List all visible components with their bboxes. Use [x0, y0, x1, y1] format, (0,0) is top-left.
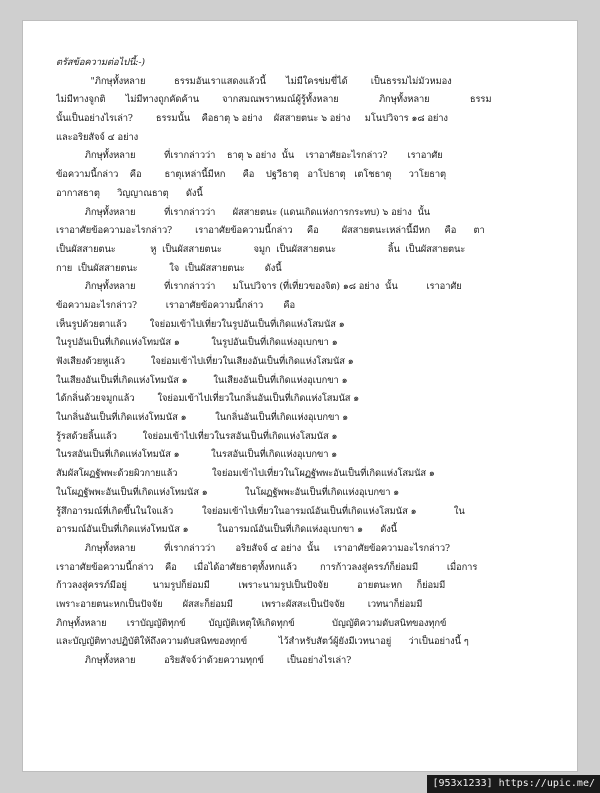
text-line: ในเสียงอันเป็นที่เกิดแห่งโทมนัส ๑ ในเสียงอันเป็นที่เกิดแห่งอุเบกขา ๑	[56, 374, 348, 386]
text-line: เป็นผัสสายตนะ หู เป็นผัสสายตนะ จมูก เป็นผัสสายตนะ ลิ้น เป็นผัสสายตนะ	[56, 243, 466, 255]
text-line: เราอาศัยข้อความนี้กล่าว คือ เมื่อได้อาศัยธาตุทั้งหกแล้ว การก้าวลงสู่ครรภ์ก็ย่อมมี เมื่อการ	[56, 561, 478, 573]
text-line: รู้รสด้วยลิ้นแล้ว ใจย่อมเข้าไปเที่ยวในรสอันเป็นที่เกิดแห่งโสมนัส ๑	[56, 430, 338, 442]
text-line: ในโผฏฐัพพะอันเป็นที่เกิดแห่งโทมนัส ๑ ในโผฏฐัพพะอันเป็นที่เกิดแห่งอุเบกขา ๑	[56, 486, 400, 498]
text-line: กาย เป็นผัสสายตนะ ใจ เป็นผัสสายตนะ ดังนี้	[56, 262, 282, 274]
document-body	[56, 54, 561, 749]
document-heading: ตรัสข้อความต่อไปนี้:-)	[56, 57, 145, 68]
text-line: ภิกษุทั้งหลาย ที่เรากล่าวว่า อริยสัจจ์ ๔ อย่าง นั้น เราอาศัยข้อความอะไรกล่าว?	[56, 542, 450, 554]
text-line: เราอาศัยข้อความอะไรกล่าว? เราอาศัยข้อความนี้กล่าว คือ ผัสสายตนะเหล่านี้มีหก คือ ตา	[56, 225, 485, 237]
text-line: ภิกษุทั้งหลาย ที่เรากล่าวว่า มโนปวิจาร (ที่เที่ยวของจิต) ๑๘ อย่าง นั้น เราอาศัย	[56, 281, 462, 293]
image-host-watermark: [953x1233] https://upic.me/	[427, 775, 600, 793]
text-line: สัมผัสโผฏฐัพพะด้วยผิวกายแล้ว ใจย่อมเข้าไปเที่ยวในโผฏฐัพพะอันเป็นที่เกิดแห่งโสมนัส ๑	[56, 468, 435, 480]
text-line: ในรูปอันเป็นที่เกิดแห่งโทมนัส ๑ ในรูปอันเป็นที่เกิดแห่งอุเบกขา ๑	[56, 337, 338, 349]
text-line: ไม่มีทางจูกติ ไม่มีทางถูกคัดค้าน จากสมณพราหมณ์ผู้รู้ทั้งหลาย ภิกษุทั้งหลาย ธรรม	[56, 94, 492, 106]
text-line: ก้าวลงสู่ครรภ์มีอยู่ นามรูปก็ย่อมมี เพราะนามรูปเป็นปัจจัย อายตนะหก ก็ย่อมมี	[56, 580, 446, 592]
text-line: ภิกษุทั้งหลาย ที่เรากล่าวว่า ผัสสายตนะ (แดนเกิดแห่งการกระทบ) ๖ อย่าง นั้น	[56, 206, 431, 218]
text-line: อารมณ์อันเป็นที่เกิดแห่งโทมนัส ๑ ในอารมณ์อันเป็นที่เกิดแห่งอุเบกขา ๑ ดังนี้	[56, 524, 397, 536]
text-line: ภิกษุทั้งหลาย อริยสัจจ์ว่าด้วยความทุกข์ เป็นอย่างไรเล่า?	[56, 655, 352, 666]
text-line: ภิกษุทั้งหลาย เราบัญญัติทุกข์ บัญญัติเหตุให้เกิดทุกข์ บัญญัติความดับสนิทของทุกข์	[56, 617, 447, 629]
text-line: และอริยสัจจ์ ๔ อย่าง	[56, 131, 139, 143]
text-line: ในรสอันเป็นที่เกิดแห่งโทมนัส ๑ ในรสอันเป็นที่เกิดแห่งอุเบกขา ๑	[56, 449, 338, 461]
text-line: ฟังเสียงด้วยหูแล้ว ใจย่อมเข้าไปเที่ยวในเสียงอันเป็นที่เกิดแห่งโสมนัส ๑	[56, 356, 354, 367]
text-line: นั้นเป็นอย่างไรเล่า? ธรรมนั้น คือธาตุ ๖ อย่าง ผัสสายตนะ ๖ อย่าง มโนปวิจาร ๑๘ อย่าง	[56, 113, 448, 125]
text-line: เพราะอายตนะหกเป็นปัจจัย ผัสสะก็ย่อมมี เพราะผัสสะเป็นปัจจัย เวทนาก็ย่อมมี	[56, 598, 423, 610]
text-line: ได้กลิ่นด้วยจมูกแล้ว ใจย่อมเข้าไปเที่ยวในกลิ่นอันเป็นที่เกิดแห่งโสมนัส ๑	[56, 393, 360, 405]
text-line: ข้อความนี้กล่าว คือ ธาตุเหล่านี้มีหก คือ ปฐวีธาตุ อาโปธาตุ เตโชธาตุ วาโยธาตุ	[56, 169, 447, 181]
text-line: ในกลิ่นอันเป็นที่เกิดแห่งโทมนัส ๑ ในกลิ่นอันเป็นที่เกิดแห่งอุเบกขา ๑	[56, 412, 349, 424]
text-line: และบัญญัติทางปฏิบัติให้ถึงความดับสนิทของทุกข์ ไว้สำหรับสัตว์ผู้ยังมีเวทนาอยู่ ว่าเป็นอย่างนี้ ๆ	[56, 636, 469, 648]
text-line: รู้สึกอารมณ์ที่เกิดขึ้นในใจแล้ว ใจย่อมเข้าไปเที่ยวในอารมณ์อันเป็นที่เกิดแห่งโสมนัส ๑ ใน	[56, 505, 465, 517]
text-line: "ภิกษุทั้งหลาย ธรรมอันเราแสดงแล้วนี้ ไม่มีใครข่มขี่ได้ เป็นธรรมไม่มัวหมอง	[56, 75, 452, 87]
text-line: อากาสธาตุ วิญญาณธาตุ ดังนี้	[56, 187, 203, 199]
text-line: เห็นรูปด้วยตาแล้ว ใจย่อมเข้าไปเที่ยวในรูปอันเป็นที่เกิดแห่งโสมนัส ๑	[56, 318, 345, 330]
document-page	[22, 20, 578, 772]
text-line: ข้อความอะไรกล่าว? เราอาศัยข้อความนี้กล่าว คือ	[56, 299, 295, 311]
text-line: ภิกษุทั้งหลาย ที่เรากล่าวว่า ธาตุ ๖ อย่าง นั้น เราอาศัยอะไรกล่าว? เราอาศัย	[56, 150, 443, 162]
